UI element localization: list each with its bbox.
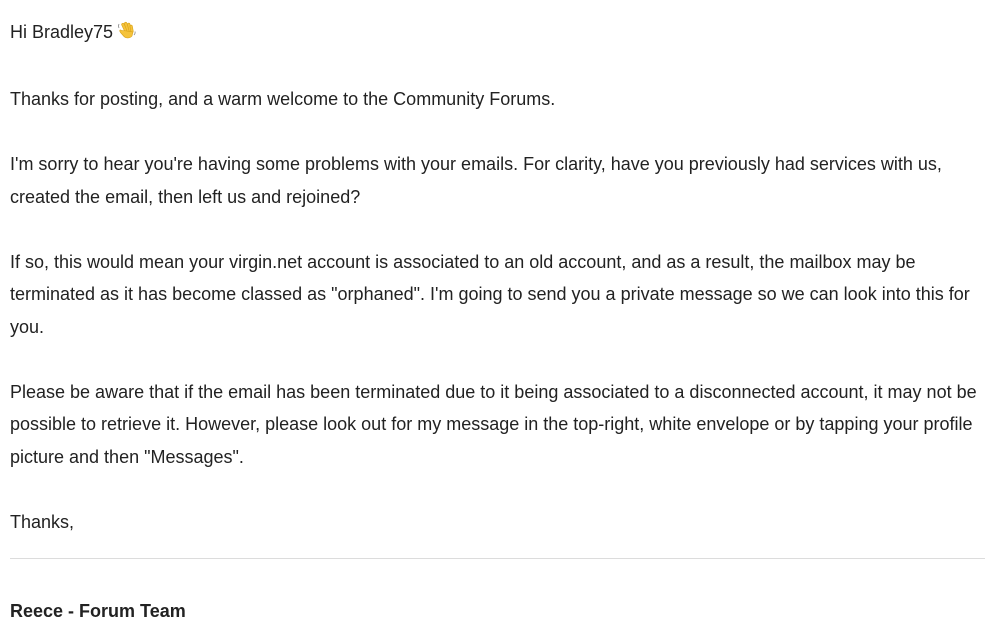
signature-divider — [10, 558, 985, 559]
paragraph-sign-off: Thanks, — [10, 511, 75, 532]
paragraph-welcome: Thanks for posting, and a warm welcome to the Community Forums. — [10, 89, 556, 109]
greeting-line — [10, 16, 988, 51]
post-body — [10, 16, 988, 571]
waving-hand-icon — [117, 18, 137, 51]
paragraph-orphaned-account: If so, this would mean your virgin.net account is associated to an old account, and as a result, the mailbox may be terminated as it has become classed as "orphaned". I'm going to send you a private message so we can look into this for you. — [10, 251, 970, 337]
author-signature: Reece - Forum Team — [10, 601, 186, 621]
paragraph-clarity-question: I'm sorry to hear you're having some problems with your emails. For clarity, have you previously had services with us, created the email, then left us and rejoined? — [10, 154, 942, 207]
greeting-text: Hi Bradley75 — [10, 22, 114, 42]
paragraph-retrieval-warning: Please be aware that if the email has been terminated due to it being associated to a disconnected account, it may not be possible to retrieve it. However, please look out for my message in the top-right, white envelope or by tapping your profile picture and then "Messages". — [10, 381, 977, 467]
